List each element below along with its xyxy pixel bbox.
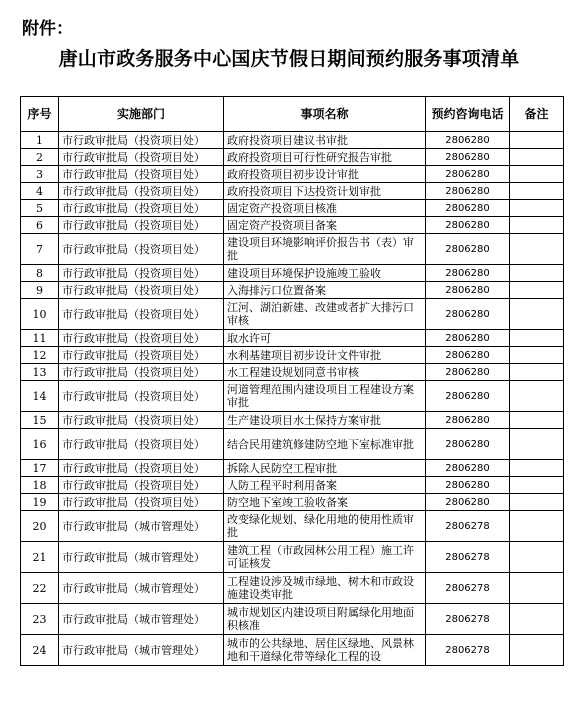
row-phone: 2806280 <box>426 132 510 149</box>
row-note <box>510 149 564 166</box>
header-note: 备注 <box>510 97 564 132</box>
row-phone: 2806280 <box>426 412 510 429</box>
row-no: 1 <box>21 132 59 149</box>
row-phone: 2806280 <box>426 183 510 200</box>
table-row <box>21 299 564 330</box>
row-note <box>510 132 564 149</box>
table-header-row <box>21 97 564 132</box>
row-phone: 2806280 <box>426 460 510 477</box>
document-title: 唐山市政务服务中心国庆节假日期间预约服务事项清单 <box>58 48 520 70</box>
table-row <box>21 511 564 542</box>
row-item: 工程建设涉及城市绿地、树木和市政设施建设类审批 <box>224 573 426 604</box>
row-no: 6 <box>21 217 59 234</box>
row-note <box>510 460 564 477</box>
table-row <box>21 494 564 511</box>
row-no: 24 <box>21 635 59 666</box>
row-dept: 市行政审批局（城市管理处） <box>59 542 224 573</box>
table-row <box>21 542 564 573</box>
row-note <box>510 217 564 234</box>
table-row <box>21 477 564 494</box>
row-no: 5 <box>21 200 59 217</box>
row-no: 22 <box>21 573 59 604</box>
service-table <box>20 96 564 666</box>
row-dept: 市行政审批局（城市管理处） <box>59 573 224 604</box>
row-item: 结合民用建筑修建防空地下室标准审批 <box>224 429 426 460</box>
row-dept: 市行政审批局（投资项目处） <box>59 200 224 217</box>
row-no: 15 <box>21 412 59 429</box>
row-no: 11 <box>21 330 59 347</box>
row-note <box>510 635 564 666</box>
row-note <box>510 494 564 511</box>
row-note <box>510 511 564 542</box>
row-phone: 2806280 <box>426 200 510 217</box>
row-no: 10 <box>21 299 59 330</box>
row-dept: 市行政审批局（投资项目处） <box>59 183 224 200</box>
row-dept: 市行政审批局（投资项目处） <box>59 494 224 511</box>
row-note <box>510 477 564 494</box>
attachment-label: 附件： <box>22 19 73 39</box>
row-dept: 市行政审批局（城市管理处） <box>59 604 224 635</box>
row-phone: 2806280 <box>426 166 510 183</box>
row-dept: 市行政审批局（投资项目处） <box>59 364 224 381</box>
row-no: 7 <box>21 234 59 265</box>
row-dept: 市行政审批局（投资项目处） <box>59 429 224 460</box>
table-row <box>21 166 564 183</box>
row-no: 19 <box>21 494 59 511</box>
row-dept: 市行政审批局（投资项目处） <box>59 477 224 494</box>
row-phone: 2806280 <box>426 299 510 330</box>
table-row <box>21 364 564 381</box>
row-note <box>510 364 564 381</box>
table-row <box>21 183 564 200</box>
row-item: 人防工程平时利用备案 <box>224 477 426 494</box>
row-phone: 2806278 <box>426 635 510 666</box>
row-no: 8 <box>21 265 59 282</box>
row-phone: 2806280 <box>426 364 510 381</box>
row-dept: 市行政审批局（投资项目处） <box>59 347 224 364</box>
row-no: 12 <box>21 347 59 364</box>
row-item: 水利基建项目初步设计文件审批 <box>224 347 426 364</box>
header-item: 事项名称 <box>224 97 426 132</box>
row-item: 水工程建设规划同意书审核 <box>224 364 426 381</box>
row-no: 14 <box>21 381 59 412</box>
row-dept: 市行政审批局（投资项目处） <box>59 217 224 234</box>
table-row <box>21 460 564 477</box>
row-phone: 2806280 <box>426 282 510 299</box>
row-note <box>510 166 564 183</box>
row-no: 23 <box>21 604 59 635</box>
header-phone: 预约咨询电话 <box>426 97 510 132</box>
row-note <box>510 542 564 573</box>
row-phone: 2806280 <box>426 217 510 234</box>
row-item: 取水许可 <box>224 330 426 347</box>
table-row <box>21 412 564 429</box>
row-dept: 市行政审批局（投资项目处） <box>59 265 224 282</box>
row-note <box>510 573 564 604</box>
row-dept: 市行政审批局（投资项目处） <box>59 412 224 429</box>
table-row <box>21 330 564 347</box>
row-phone: 2806278 <box>426 511 510 542</box>
row-note <box>510 200 564 217</box>
row-no: 2 <box>21 149 59 166</box>
table-row <box>21 381 564 412</box>
row-item: 固定资产投资项目核准 <box>224 200 426 217</box>
row-note <box>510 265 564 282</box>
row-item: 防空地下室竣工验收备案 <box>224 494 426 511</box>
row-note <box>510 381 564 412</box>
row-no: 9 <box>21 282 59 299</box>
row-no: 4 <box>21 183 59 200</box>
table-row <box>21 217 564 234</box>
row-no: 3 <box>21 166 59 183</box>
table-row <box>21 200 564 217</box>
row-no: 18 <box>21 477 59 494</box>
row-dept: 市行政审批局（城市管理处） <box>59 511 224 542</box>
row-item: 入海排污口位置备案 <box>224 282 426 299</box>
row-item: 河道管理范围内建设项目工程建设方案审批 <box>224 381 426 412</box>
row-item: 政府投资项目初步设计审批 <box>224 166 426 183</box>
row-note <box>510 234 564 265</box>
row-phone: 2806280 <box>426 429 510 460</box>
row-phone: 2806280 <box>426 494 510 511</box>
row-note <box>510 299 564 330</box>
row-item: 拆除人民防空工程审批 <box>224 460 426 477</box>
row-phone: 2806278 <box>426 573 510 604</box>
row-item: 城市的公共绿地、居住区绿地、风景林地和干道绿化带等绿化工程的设 <box>224 635 426 666</box>
row-note <box>510 604 564 635</box>
row-item: 政府投资项目建议书审批 <box>224 132 426 149</box>
row-note <box>510 183 564 200</box>
row-item: 生产建设项目水土保持方案审批 <box>224 412 426 429</box>
row-no: 21 <box>21 542 59 573</box>
row-item: 城市规划区内建设项目附属绿化用地面积核准 <box>224 604 426 635</box>
row-dept: 市行政审批局（投资项目处） <box>59 149 224 166</box>
row-item: 建筑工程（市政园林公用工程）施工许可证核发 <box>224 542 426 573</box>
row-phone: 2806280 <box>426 330 510 347</box>
row-no: 20 <box>21 511 59 542</box>
row-item: 江河、湖泊新建、改建或者扩大排污口审核 <box>224 299 426 330</box>
row-item: 固定资产投资项目备案 <box>224 217 426 234</box>
row-phone: 2806278 <box>426 542 510 573</box>
row-item: 政府投资项目下达投资计划审批 <box>224 183 426 200</box>
row-dept: 市行政审批局（投资项目处） <box>59 234 224 265</box>
row-phone: 2806280 <box>426 347 510 364</box>
row-note <box>510 330 564 347</box>
table-row <box>21 132 564 149</box>
row-item: 政府投资项目可行性研究报告审批 <box>224 149 426 166</box>
row-phone: 2806278 <box>426 604 510 635</box>
table-row <box>21 234 564 265</box>
table-row <box>21 149 564 166</box>
header-dept: 实施部门 <box>59 97 224 132</box>
row-phone: 2806280 <box>426 234 510 265</box>
table-row <box>21 347 564 364</box>
row-item: 改变绿化规划、绿化用地的使用性质审批 <box>224 511 426 542</box>
row-phone: 2806280 <box>426 149 510 166</box>
table-row <box>21 282 564 299</box>
table-row <box>21 573 564 604</box>
row-phone: 2806280 <box>426 265 510 282</box>
row-phone: 2806280 <box>426 381 510 412</box>
row-no: 13 <box>21 364 59 381</box>
row-note <box>510 282 564 299</box>
row-note <box>510 429 564 460</box>
row-dept: 市行政审批局（投资项目处） <box>59 381 224 412</box>
row-phone: 2806280 <box>426 477 510 494</box>
table-row <box>21 635 564 666</box>
row-no: 17 <box>21 460 59 477</box>
table-row <box>21 429 564 460</box>
table-row <box>21 265 564 282</box>
row-dept: 市行政审批局（投资项目处） <box>59 330 224 347</box>
row-note <box>510 347 564 364</box>
row-item: 建设项目环境保护设施竣工验收 <box>224 265 426 282</box>
row-no: 16 <box>21 429 59 460</box>
row-dept: 市行政审批局（投资项目处） <box>59 282 224 299</box>
row-dept: 市行政审批局（投资项目处） <box>59 460 224 477</box>
row-dept: 市行政审批局（投资项目处） <box>59 299 224 330</box>
row-note <box>510 412 564 429</box>
row-dept: 市行政审批局（投资项目处） <box>59 166 224 183</box>
table-body <box>21 132 564 666</box>
row-dept: 市行政审批局（投资项目处） <box>59 132 224 149</box>
row-dept: 市行政审批局（城市管理处） <box>59 635 224 666</box>
table-row <box>21 604 564 635</box>
row-item: 建设项目环境影响评价报告书（表）审批 <box>224 234 426 265</box>
header-no: 序号 <box>21 97 59 132</box>
